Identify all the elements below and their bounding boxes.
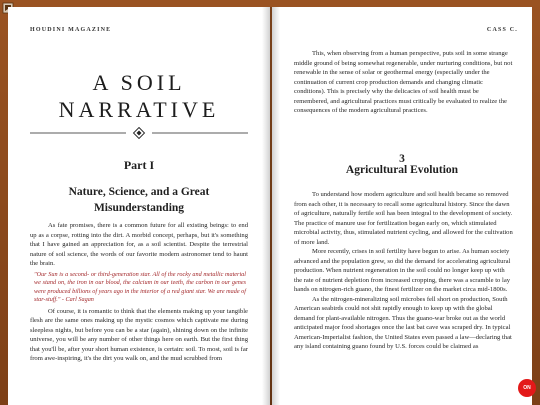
author-name: CASS C. <box>486 27 518 33</box>
title-ornament-divider <box>30 127 248 139</box>
chapter-heading-line-2: Misunderstanding <box>93 202 185 214</box>
paragraph: To understand how modern agriculture and soil health became so removed from each other, it is necessary to recall some agricultural history. Since the dawn of agriculture, naturally fertile soil has been integral to the development of society. The practice of manure use for fertilization began early on, which stimulated microbial activity, thus, stimulated nutrient cycling, and allowed for the cultivation of more land. <box>294 191 513 246</box>
right-body-text <box>294 190 514 352</box>
pull-quote: "Our Sun is a second- or third-generation star. All of the rocky and metallic material we stand on, the iron in our blood, the calcium in our teeth, the carbon in our genes were produced billions of years ago in the interior of a red giant star. We are made of star-stuff." - Carl Sagan <box>34 270 246 304</box>
title-line-1: A SOIL <box>92 70 186 95</box>
paragraph: Of course, it is romantic to think that the elements making up your tangible flesh are the same ones making up the mystic cosmos which captivate me during sleepless nights, but before you can be a star (again), shining down on the infinite universe, you will be any number of other things here on earth. But the first thing that you'll be, after your short human existence, is certain: soil. To most, soil is far from awe-inspiring, it's the dirt you walk on, and the mud scrubbed from <box>30 307 248 363</box>
part-heading: Part I <box>123 158 155 172</box>
right-page[interactable] <box>272 7 532 405</box>
title-line-2: NARRATIVE <box>58 97 220 122</box>
on-toggle-button[interactable]: ON <box>518 379 536 397</box>
article-title <box>8 69 270 123</box>
right-body-text-top <box>294 49 514 116</box>
chapter-number: 3 <box>399 153 405 165</box>
chapter-heading <box>28 184 250 216</box>
paragraph: This, when observing from a human perspective, puts soil in some strange middle ground of being somewhat regenerable, under nurturing conditions, but not renewable in the sense of solar or geothermal energy (especially under the continuation of current crop production demands and changing climatic conditions). This is precisely why the delicacies of soil health must be remembered, and agricultural practices must critically be evaluated to realize the consequences of the modern agricultural practices. <box>294 50 513 114</box>
paragraph: More recently, crises in soil fertility have begun to arise. As human society advanced and the population grew, so did the demand for accelerating agricultural production. When nutrient regeneration in the soil could no longer keep up with the rate of nutrient depletion from increased cropping, there was a scramble to lay hands on nitrogen-rich guano, the finest fertilizer on the market circa mid-1800s. <box>294 248 511 293</box>
chapter-title: Agricultural Evolution <box>345 164 459 176</box>
left-page[interactable] <box>8 7 270 405</box>
magazine-name: HOUDINI MAGAZINE <box>30 27 112 33</box>
chapter-heading-line-1: Nature, Science, and a Great <box>68 186 210 198</box>
paragraph: As the nitrogen-mineralizing soil microbes fell short on production, South American seabirds could not shit rapidly enough to keep up with the global demand for plant-available nitrogen. Thus the guano-war broke out as the world anticipated major food shortages once the last bat cave was scraped dry. In typical American-Imperialist fashion, the United States even passed a law—declaring that any island containing guano found by U.S. forces could be claimed as <box>294 295 512 350</box>
paragraph: As fate promises, there is a common future for all existing beings: to end up as a corpse, rotting into the dirt. A morbid concept, perhaps, but it's something that I have gained an appreciation for, as a soil scientist. Despite the terrestrial nature of soil science, the words of our favorite modern astronomer tend to haunt the brain. <box>30 222 248 267</box>
left-body-text <box>30 221 248 364</box>
